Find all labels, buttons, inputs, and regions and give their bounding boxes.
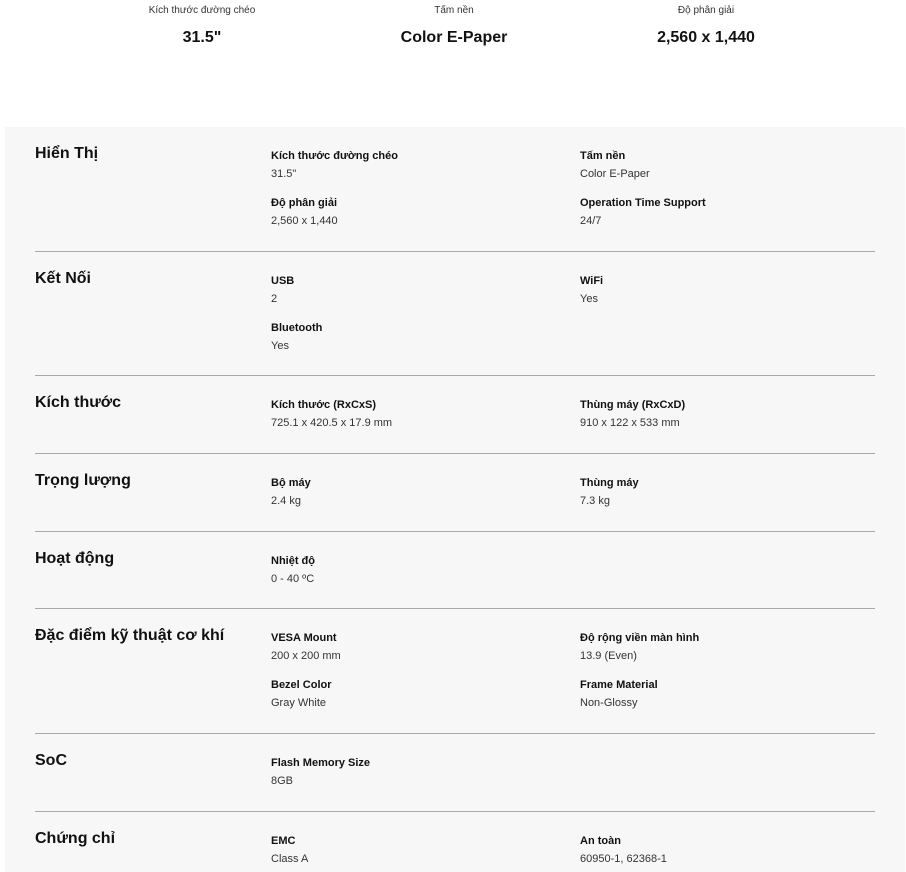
spec-item [271,553,551,587]
spec-item [271,475,551,509]
spec-value: Class A [271,853,309,865]
spec-item [271,833,551,867]
section-title: Kích thước [35,394,122,411]
spec-value: 31.5" [271,168,297,180]
highlight-value: 2,560 x 1,440 [657,29,755,46]
spec-section-operation [35,532,875,609]
spec-label: Kích thước (RxCxS) [271,399,377,411]
highlight-resolution [581,0,831,48]
spec-label: USB [271,275,295,287]
section-title: Trọng lượng [35,472,131,489]
highlight-diagonal-size [77,0,327,48]
spec-item [271,320,551,354]
spec-item [271,148,551,182]
spec-item [580,475,860,509]
spec-value: 7.3 kg [580,495,610,507]
spec-label: Thùng máy [580,477,639,489]
section-title: Hiển Thị [35,145,99,162]
spec-item [271,195,551,229]
spec-item [580,833,860,867]
spec-value: 2 [271,293,278,305]
section-title: Đặc điểm kỹ thuật cơ khí [35,627,225,644]
spec-item [271,273,551,307]
spec-item [580,195,860,229]
spec-value: Color E-Paper [580,168,650,180]
spec-item [580,273,860,307]
spec-section-mechanical [35,609,875,734]
spec-value: 725.1 x 420.5 x 17.9 mm [271,417,393,429]
spec-label: WiFi [580,275,604,287]
spec-value: 200 x 200 mm [271,650,341,662]
spec-label: An toàn [580,835,621,847]
spec-value: Yes [271,340,289,352]
highlight-label: Kích thước đường chéo [148,5,256,16]
key-specs-highlights [0,0,906,60]
highlight-label: Tấm nền [434,5,474,16]
spec-label: Nhiệt độ [271,555,315,567]
spec-item [271,630,551,664]
spec-label: Bezel Color [271,679,332,691]
spec-section-soc [35,734,875,812]
section-title: Chứng chỉ [35,830,116,847]
spec-label: Bluetooth [271,322,323,334]
spec-value: 910 x 122 x 533 mm [580,417,680,429]
spec-section-certification [35,812,875,872]
spec-label: Frame Material [580,679,658,691]
spec-label: EMC [271,835,296,847]
spec-label: Flash Memory Size [271,757,371,769]
spec-label: Thùng máy (RxCxD) [580,399,686,411]
highlight-label: Độ phân giải [677,5,735,16]
spec-value: 13.9 (Even) [580,650,637,662]
spec-item [580,148,860,182]
spec-value: 0 - 40 ºC [271,573,315,585]
spec-label: Tấm nền [580,150,626,162]
section-title: Hoạt động [35,550,115,567]
spec-item [580,397,860,431]
spec-item [271,677,551,711]
spec-value: 24/7 [580,215,602,227]
highlight-value: 31.5" [182,29,222,46]
spec-value: 2.4 kg [271,495,301,507]
section-title: Kết Nối [35,270,91,287]
spec-label: Độ phân giải [271,197,337,209]
spec-section-display [35,127,875,252]
spec-value: 8GB [271,775,294,787]
spec-section-connectivity [35,252,875,376]
spec-label: Bộ máy [271,477,311,489]
spec-value: 2,560 x 1,440 [271,215,338,227]
spec-value: Gray White [271,697,327,709]
spec-label: Kích thước đường chéo [271,150,398,162]
spec-item [271,397,551,431]
spec-section-weight [35,454,875,532]
spec-item [271,755,551,789]
specifications-table [5,127,905,872]
highlight-panel-type [329,0,579,48]
section-title: SoC [35,752,67,769]
spec-value: Non-Glossy [580,697,638,709]
spec-value: 60950-1, 62368-1 [580,853,667,865]
spec-value: Yes [580,293,598,305]
spec-section-dimensions [35,376,875,454]
spec-item [580,677,860,711]
spec-label: Độ rộng viền màn hình [580,632,700,644]
spec-item [580,630,860,664]
spec-label: VESA Mount [271,632,337,644]
spec-label: Operation Time Support [580,197,706,209]
highlight-value: Color E-Paper [400,29,508,46]
